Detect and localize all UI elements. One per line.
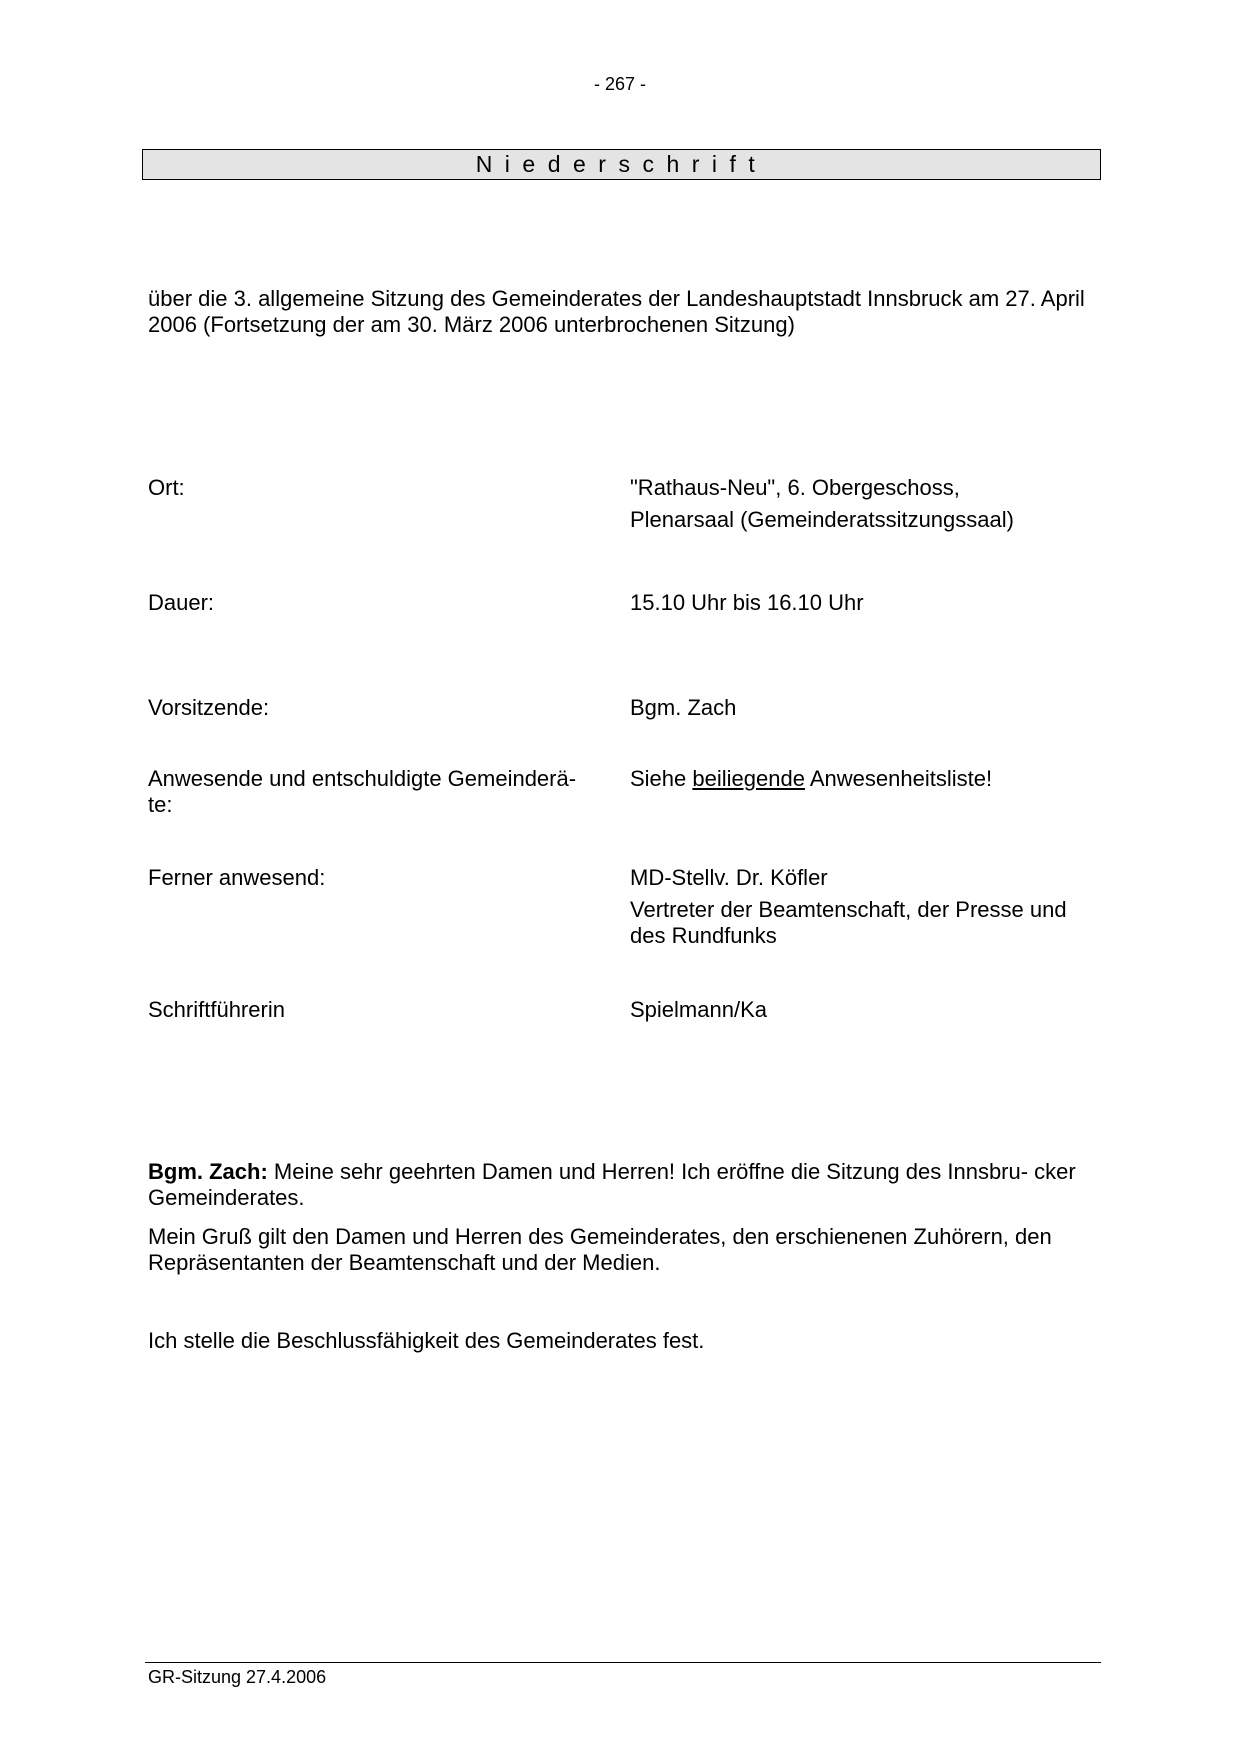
value-anwesende [630,766,1100,792]
footer-text: GR-Sitzung 27.4.2006 [148,1667,327,1687]
speaker-name: Bgm. Zach: [148,1159,268,1184]
value-ferner [630,865,1100,949]
value-schrift: Spielmann/Ka [630,997,767,1022]
value-ort-line1: "Rathaus-Neu", 6. Obergeschoss, [630,475,960,500]
label-vorsitzende: Vorsitzende: [148,695,270,720]
label-schrift: Schriftführerin [148,997,285,1022]
value-ort [630,475,1100,533]
label-anwesende [148,766,608,818]
value-dauer: 15.10 Uhr bis 16.10 Uhr [630,590,864,615]
label-ferner: Ferner anwesend: [148,865,326,890]
value-ferner-line2: Vertreter der Beamtenschaft, der Presse und des Rundfunks [630,897,1067,948]
value-vorsitzende: Bgm. Zach [630,695,737,720]
label-anwesende-line1: Anwesende und entschuldigte Gemeinderä- [148,766,577,791]
speech-paragraph-3: Ich stelle die Beschlussfähigkeit des Gemeinderates fest. [148,1328,705,1353]
label-anwesende-line2: te: [148,792,173,817]
value-ort-line2: Plenarsaal (Gemeinderatssitzungssaal) [630,507,1014,532]
value-anwesende-prefix: Siehe [630,766,687,791]
footer-divider [145,1662,1101,1663]
speech-text-1: Meine sehr geehrten Damen und Herren! Ich eröffne die Sitzung des Innsbru- cker Gemeinderates. [148,1159,1076,1210]
anwesenheitsliste-link[interactable]: beiliegende [692,766,805,791]
value-anwesende-suffix: Anwesenheitsliste! [809,766,993,791]
label-dauer: Dauer: [148,590,215,615]
speech-paragraph-2: Mein Gruß gilt den Damen und Herren des Gemeinderates, den erschienenen Zuhörern, den Repräsentanten der Beamtenschaft und der Medien. [148,1224,1052,1275]
value-ferner-line1: MD-Stellv. Dr. Köfler [630,865,828,890]
intro-paragraph: über die 3. allgemeine Sitzung des Gemeinderates der Landeshauptstadt Innsbruck am 27. April 2006 (Fortsetzung der am 30. März 2006 unterbrochenen Sitzung) [148,286,1085,337]
speech-paragraph-1 [148,1159,1108,1211]
label-ort: Ort: [148,475,185,500]
page-number: - 267 - [593,74,647,94]
document-title: Niederschrift [142,149,1101,180]
